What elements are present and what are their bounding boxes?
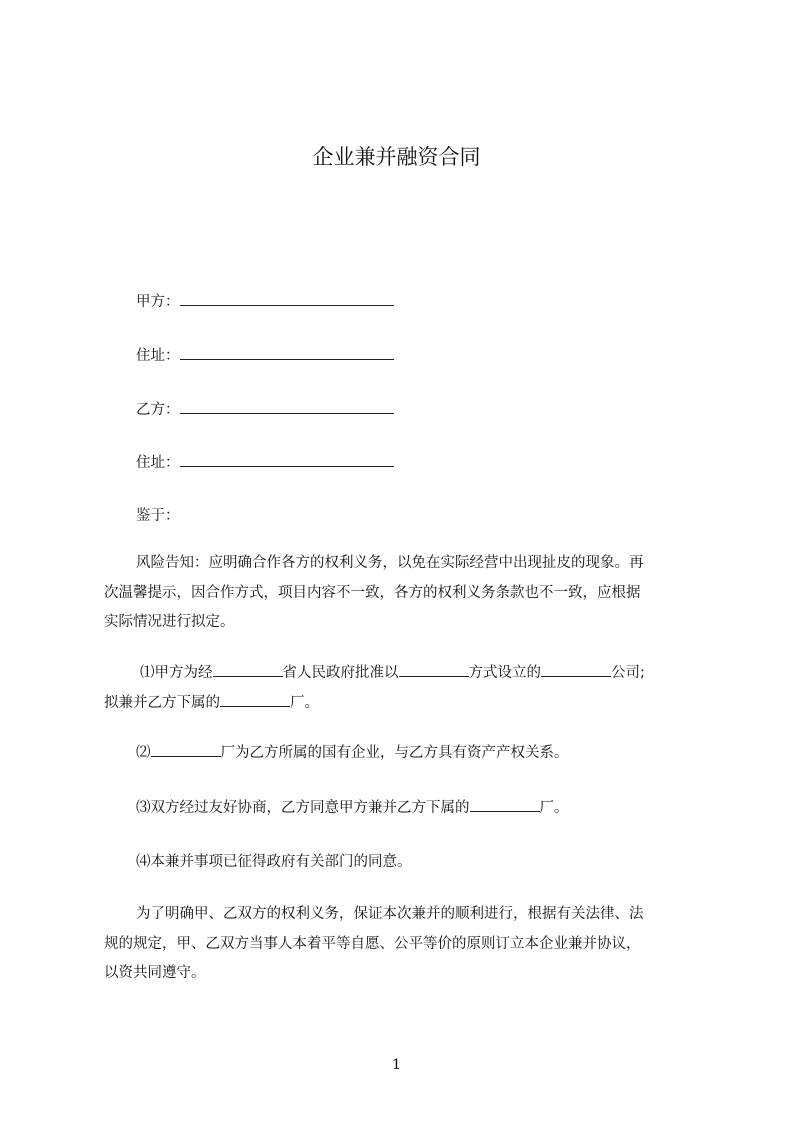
risk-notice-line: 风险告知：应明确合作各方的权利义务，以免在实际经营中出现扯皮的现象。再 bbox=[136, 555, 644, 571]
clause-4-paragraph bbox=[104, 848, 704, 878]
clause-1-line bbox=[104, 659, 704, 689]
method-blank[interactable] bbox=[399, 662, 469, 677]
party-a-field bbox=[136, 291, 394, 312]
clause-1-paragraph bbox=[104, 659, 704, 718]
document-title: 企业兼并融资合同 bbox=[312, 145, 481, 169]
risk-notice-line: 实际情况进行拟定。 bbox=[104, 614, 235, 630]
closing-paragraph bbox=[104, 900, 704, 989]
clause-3-text: 厂。 bbox=[539, 800, 569, 816]
state-factory-blank[interactable] bbox=[151, 742, 221, 757]
closing-line: 为了明确甲、乙双方的权利义务，保证本次兼并的顺利进行，根据有关法律、法 bbox=[136, 906, 644, 922]
factory-blank[interactable] bbox=[220, 692, 290, 707]
address-a-blank[interactable] bbox=[180, 345, 394, 360]
clause-1-line bbox=[104, 689, 704, 719]
clause-1-text: 省人民政府批准以 bbox=[282, 665, 399, 681]
party-a-label: 甲方： bbox=[136, 294, 180, 310]
clause-1-text: 厂。 bbox=[290, 694, 319, 711]
page-number: 1 bbox=[392, 1057, 401, 1073]
risk-notice-paragraph bbox=[104, 549, 704, 638]
party-a-blank[interactable] bbox=[180, 291, 394, 306]
address-b-blank[interactable] bbox=[180, 452, 394, 467]
clause-2-text: ⑵ bbox=[136, 745, 151, 761]
whereas-label: 鉴于： bbox=[136, 508, 180, 524]
party-b-field bbox=[136, 399, 394, 420]
address-a-label: 住址： bbox=[136, 348, 180, 364]
address-b-field bbox=[136, 452, 394, 473]
clause-4-line: ⑷本兼并事项已征得政府有关部门的同意。 bbox=[136, 854, 412, 870]
address-a-field bbox=[136, 345, 394, 366]
clause-1-text: ⑴甲方为经 bbox=[140, 665, 213, 681]
closing-line: 规的规定，甲、乙双方当事人本着平等自愿、公平等价的原则订立本企业兼并协议， bbox=[104, 935, 641, 952]
clause-2-line bbox=[104, 739, 704, 769]
closing-line: 以资共同遵守。 bbox=[104, 965, 206, 981]
clause-1-text: 公司; bbox=[611, 665, 645, 681]
clause-3-paragraph bbox=[104, 794, 704, 824]
risk-notice-line: 次温馨提示，因合作方式，项目内容不一致，各方的权利义务条款也不一致，应根据 bbox=[104, 584, 641, 601]
clause-1-text: 方式设立的 bbox=[468, 665, 541, 681]
clause-1-text: 拟兼并乙方下属的 bbox=[104, 694, 220, 711]
address-b-label: 住址： bbox=[136, 455, 180, 471]
merged-factory-blank[interactable] bbox=[470, 797, 540, 812]
clause-2-text: 厂为乙方所属的国有企业，与乙方具有资产产权关系。 bbox=[220, 745, 569, 761]
clause-2-paragraph bbox=[104, 739, 704, 769]
party-b-label: 乙方： bbox=[136, 402, 180, 418]
company-blank[interactable] bbox=[541, 662, 611, 677]
party-b-blank[interactable] bbox=[180, 399, 394, 414]
province-blank[interactable] bbox=[213, 662, 283, 677]
clause-3-text: ⑶双方经过友好协商，乙方同意甲方兼并乙方下属的 bbox=[136, 800, 470, 816]
clause-3-line bbox=[104, 794, 704, 824]
